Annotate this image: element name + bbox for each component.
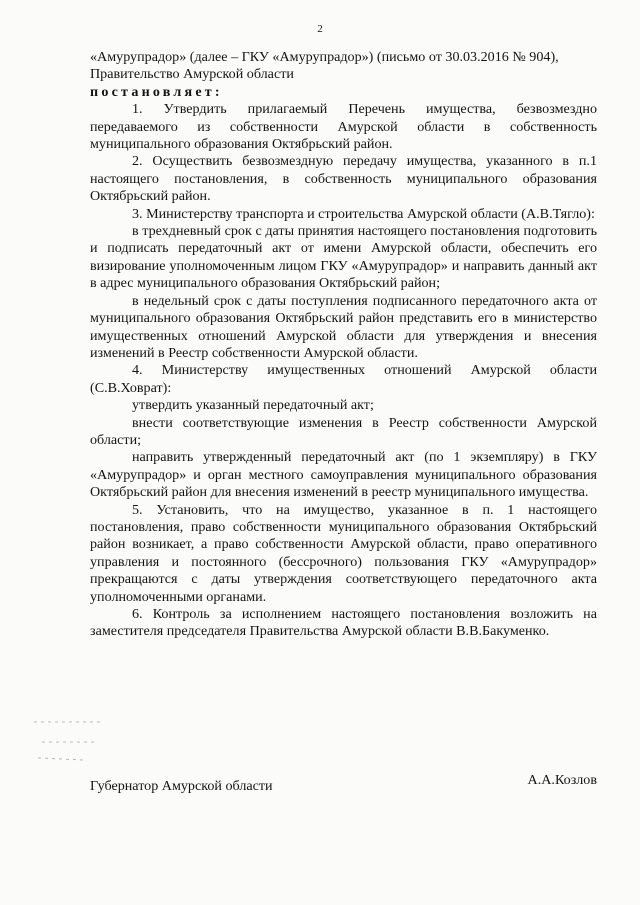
paragraph-4-subitem-3: направить утвержденный передаточный акт (по 1 экземпляру) в ГКУ «Амурупрадор» и орган местного самоуправления муниципального образования Октябрьский район для внесения изменений в реестр муниципального имущества. <box>90 449 597 501</box>
paragraph-1: 1. Утвердить прилагаемый Перечень имущества, безвозмездно передаваемого из собственности Амурской области в собственность муниципального образования Октябрьский район. <box>90 101 597 153</box>
paragraph-4: 4. Министерству имущественных отношений Амурской области (С.В.Ховрат): <box>90 362 597 396</box>
decree-word: постановляет: <box>90 83 223 100</box>
paragraph-3: 3. Министерству транспорта и строительства Амурской области (А.В.Тягло): <box>132 205 595 222</box>
document-body <box>90 49 597 641</box>
intro-line-2: Правительство Амурской области <box>90 66 294 83</box>
paragraph-2: 2. Осуществить безвозмездную передачу имущества, указанного в п.1 настоящего постановления, в собственность муниципального образования Октябрьский район. <box>90 153 597 205</box>
page-number: 2 <box>317 23 323 35</box>
signer-title: Губернатор Амурской области <box>90 778 273 794</box>
paragraph-5: 5. Установить, что на имущество, указанное в п. 1 настоящего постановления, право собственности муниципального образования Октябрьский район возникает, а право собственности Амурской области, право оперативного управления и постоянного (бессрочного) пользования ГКУ «Амурупрадор» прекращаются с даты утверждения соответствующего передаточного акта уполномоченными органами. <box>90 501 597 605</box>
paragraph-3-subitem-1: в трехдневный срок с даты принятия настоящего постановления подготовить и подписать передаточный акт от имени Амурской области, обеспечить его визирование уполномоченным лицом ГКУ «Амурупрадор» и направить данный акт в адрес муниципального образования Октябрьский район; <box>90 223 597 292</box>
paragraph-4-subitem-1: утвердить указанный передаточный акт; <box>132 397 374 414</box>
paragraph-4-subitem-2: внести соответствующие изменения в Реестр собственности Амурской области; <box>90 414 597 448</box>
paragraph-3-subitem-2: в недельный срок с даты поступления подписанного передаточного акта от муниципального образования Октябрьский район представить его в министерство имущественных отношений Амурской области для утверждения и внесения изменений в Реестр собственности Амурской области. <box>90 292 597 361</box>
intro-line-1: «Амурупрадор» (далее – ГКУ «Амурупрадор») (письмо от 30.03.2016 № 904), <box>90 49 559 65</box>
signer-name: А.А.Козлов <box>527 772 597 788</box>
paragraph-6: 6. Контроль за исполнением настоящего постановления возложить на заместителя председателя Правительства Амурской области В.В.Бакуменко. <box>90 606 597 640</box>
